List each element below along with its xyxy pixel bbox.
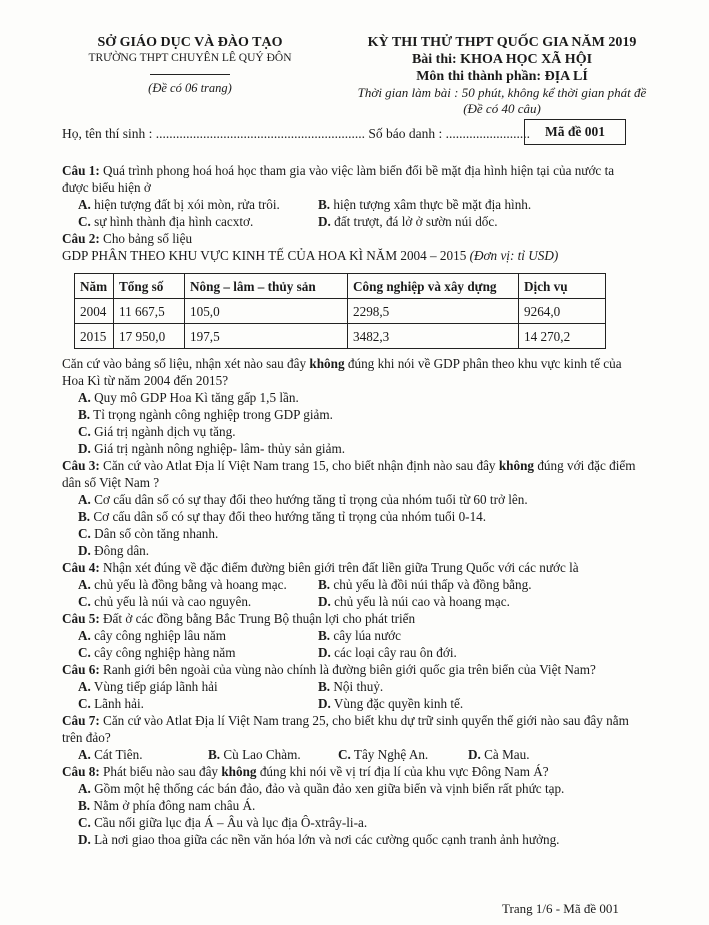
- options-row: [62, 627, 642, 644]
- option-a: A. Gồm một hệ thống các bán đảo, đảo và quần đảo xen giữa biển và vịnh biển rất phức tạp.: [78, 781, 565, 796]
- header-left: [60, 34, 320, 96]
- option-b: B. chủ yếu là đồi núi thấp và đồng bằng.: [318, 577, 532, 592]
- option-d: D. chủ yếu là núi cao và hoang mạc.: [318, 594, 510, 609]
- table-header-row: [75, 274, 606, 299]
- option-b: B. hiện tượng xâm thực bề mặt địa hình.: [318, 197, 532, 212]
- option-d: D. Vùng đặc quyền kinh tế.: [318, 696, 464, 711]
- options-row: [62, 213, 642, 230]
- question-stem: Căn cứ vào bảng số liệu, nhận xét nào sau đây không đúng khi nói về GDP phân theo khu vực kinh tế của Hoa Kì từ năm 2004 đến 2015?: [62, 356, 622, 388]
- option-b: B. Nội thuỷ.: [318, 679, 384, 694]
- options-row: [62, 644, 642, 661]
- header-right: [302, 34, 702, 117]
- option-a: A. hiện tượng đất bị xói mòn, rửa trôi.: [78, 197, 280, 212]
- exam-code-box: Mã đề 001: [524, 119, 626, 145]
- table-unit: (Đơn vị: tỉ USD): [469, 248, 559, 263]
- question-6: [62, 661, 642, 712]
- table-row: [75, 299, 606, 324]
- table-header: Công nghiệp và xây dựng: [348, 274, 519, 299]
- option-a: A. cây công nghiệp lâu năm: [78, 628, 226, 643]
- option-a: A. Quy mô GDP Hoa Kì tăng gấp 1,5 lần.: [78, 390, 299, 405]
- option-d: D. các loại cây rau ôn đới.: [318, 645, 457, 660]
- table-cell: 197,5: [185, 324, 348, 349]
- option-b: B. Tỉ trọng ngành công nghiệp trong GDP giảm.: [78, 407, 333, 422]
- option-c: C. cây công nghiệp hàng năm: [78, 645, 236, 660]
- question-label: Câu 4:: [62, 560, 100, 575]
- table-cell: 3482,3: [348, 324, 519, 349]
- time-note: Thời gian làm bài : 50 phút, không kể thời gian phát đề: [357, 85, 647, 100]
- option-c: C. Dân số còn tăng nhanh.: [78, 526, 219, 541]
- table-cell: 2004: [75, 299, 114, 324]
- gdp-table: [74, 273, 606, 349]
- table-header: Nông – lâm – thủy sản: [185, 274, 348, 299]
- question-label: Câu 3:: [62, 458, 100, 473]
- question-4: [62, 559, 642, 610]
- question-text: Đất ở các đồng bằng Bắc Trung Bộ thuận lợi cho phát triển: [99, 611, 416, 626]
- question-text: Nhận xét đúng về đặc điểm đường biên giới trên đất liền giữa Trung Quốc với các nước là: [99, 560, 579, 575]
- table-cell: 105,0: [185, 299, 348, 324]
- exam-content: [62, 162, 642, 848]
- exam-subject: Môn thi thành phần: ĐỊA LÍ: [416, 69, 588, 84]
- option-c: C. Lãnh hải.: [78, 696, 144, 711]
- options-row: [62, 593, 642, 610]
- options-row: [62, 576, 642, 593]
- exam-title: KỲ THI THỬ THPT QUỐC GIA NĂM 2019: [367, 35, 637, 50]
- option-c: C. Giá trị ngành dịch vụ tăng.: [78, 424, 236, 439]
- question-1: [62, 162, 642, 230]
- question-text: Quá trình phong hoá hoá học tham gia vào việc làm biến đổi bề mặt địa hình hiện tại của nước ta được biểu hiện ở: [62, 163, 615, 195]
- question-text: Ranh giới bên ngoài của vùng nào chính là đường biên giới quốc gia trên biển của Việt Nam?: [99, 662, 596, 677]
- table-row: [75, 324, 606, 349]
- school-name: TRƯỜNG THPT CHUYÊN LÊ QUÝ ĐÔN: [88, 52, 292, 64]
- option-a: A. chủ yếu là đồng bằng và hoang mạc.: [78, 577, 287, 592]
- option-a: A. Cát Tiên.: [78, 747, 143, 762]
- option-a: A. Vùng tiếp giáp lãnh hải: [78, 679, 218, 694]
- table-header: Tổng số: [114, 274, 185, 299]
- exam-session: Bài thi: KHOA HỌC XÃ HỘI: [411, 52, 593, 67]
- option-d: D. Đông dân.: [78, 543, 150, 558]
- page-footer: Trang 1/6 - Mã đề 001: [502, 901, 619, 916]
- option-b: B. cây lúa nước: [318, 628, 401, 643]
- option-b: B. Cơ cấu dân số có sự thay đổi theo hướng tăng tỉ trọng của nhóm tuổi 0-14.: [78, 509, 487, 524]
- question-label: Câu 7:: [62, 713, 100, 728]
- option-d: D. Là nơi giao thoa giữa các nền văn hóa lớn và nơi các cường quốc cạnh tranh ảnh hưởng.: [78, 832, 560, 847]
- question-3: Câu 3: Căn cứ vào Atlat Địa lí Việt Nam trang 15, cho biết nhận định nào sau đây không đúng với đặc điểm dân số Việt Nam ? A. Cơ cấu dân số có sự thay đổi theo hướng tăng tỉ trọng của nhóm tuổi từ 60 trở lên. B. Cơ cấu dân số có sự thay đổi theo hướng tăng tỉ trọng của nhóm tuổi 0-14. C. Dân số còn tăng nhanh. D. Đông dân.: [62, 457, 642, 559]
- table-cell: 14 270,2: [519, 324, 606, 349]
- table-title: GDP PHÂN THEO KHU VỰC KINH TẾ CỦA HOA KÌ NĂM 2004 – 2015 (Đơn vị: tỉ USD): [62, 248, 559, 263]
- question-2: [62, 230, 642, 457]
- question-text: Cho bảng số liệu: [99, 231, 193, 246]
- option-c: C. sự hình thành địa hình cacxtơ.: [78, 214, 254, 229]
- student-info-line: Họ, tên thí sinh : .............................................................. Số báo danh : .........................: [62, 126, 530, 141]
- options-row: [62, 678, 642, 695]
- option-c: C. Cầu nối giữa lục địa Á – Âu và lục địa Ô-xtrây-li-a.: [78, 815, 368, 830]
- table-header: Năm: [75, 274, 114, 299]
- table-cell: 17 950,0: [114, 324, 185, 349]
- question-8: Câu 8: Phát biểu nào sau đây không đúng khi nói về vị trí địa lí của khu vực Đông Nam Á? A. Gồm một hệ thống các bán đảo, đảo và quần đảo xen giữa biển và vịnh biển rất phức tạp. B. Nằm ở phía đông nam châu Á. C. Cầu nối giữa lục địa Á – Âu và lục địa Ô-xtrây-li-a. D. Là nơi giao thoa giữa các nền văn hóa lớn và nơi các cường quốc cạnh tranh ảnh hưởng.: [62, 763, 642, 848]
- option-b: B. Cù Lao Chàm.: [208, 747, 301, 762]
- option-a: A. Cơ cấu dân số có sự thay đổi theo hướng tăng tỉ trọng của nhóm tuổi từ 60 trở lên.: [78, 492, 528, 507]
- questions-note: (Đề có 40 câu): [463, 101, 541, 116]
- divider: [150, 74, 230, 75]
- question-text: Căn cứ vào Atlat Địa lí Việt Nam trang 25, cho biết khu dự trữ sinh quyển thế giới nào sau đây nằm trên đảo?: [62, 713, 629, 745]
- option-b: B. Nằm ở phía đông nam châu Á.: [78, 798, 256, 813]
- question-label: Câu 2:: [62, 231, 100, 246]
- table-cell: 2015: [75, 324, 114, 349]
- table-cell: 9264,0: [519, 299, 606, 324]
- option-c: C. chủ yếu là núi và cao nguyên.: [78, 594, 252, 609]
- table-header: Dịch vụ: [519, 274, 606, 299]
- option-d: D. đất trượt, đá lở ở sườn núi dốc.: [318, 214, 498, 229]
- question-7: [62, 712, 642, 763]
- department-name: SỞ GIÁO DỤC VÀ ĐÀO TẠO: [97, 35, 283, 50]
- option-d: D. Cà Mau.: [468, 747, 530, 762]
- pages-note: (Đề có 06 trang): [148, 81, 232, 95]
- question-label: Câu 6:: [62, 662, 100, 677]
- question-5: [62, 610, 642, 661]
- option-c: C. Tây Nghệ An.: [338, 747, 429, 762]
- question-label: Câu 8:: [62, 764, 100, 779]
- question-label: Câu 5:: [62, 611, 100, 626]
- question-label: Câu 1:: [62, 163, 100, 178]
- options-row: [62, 695, 642, 712]
- options-row: [62, 196, 642, 213]
- table-cell: 11 667,5: [114, 299, 185, 324]
- option-d: D. Giá trị ngành nông nghiệp- lâm- thủy sản giảm.: [78, 441, 346, 456]
- table-cell: 2298,5: [348, 299, 519, 324]
- options-row: [62, 746, 642, 763]
